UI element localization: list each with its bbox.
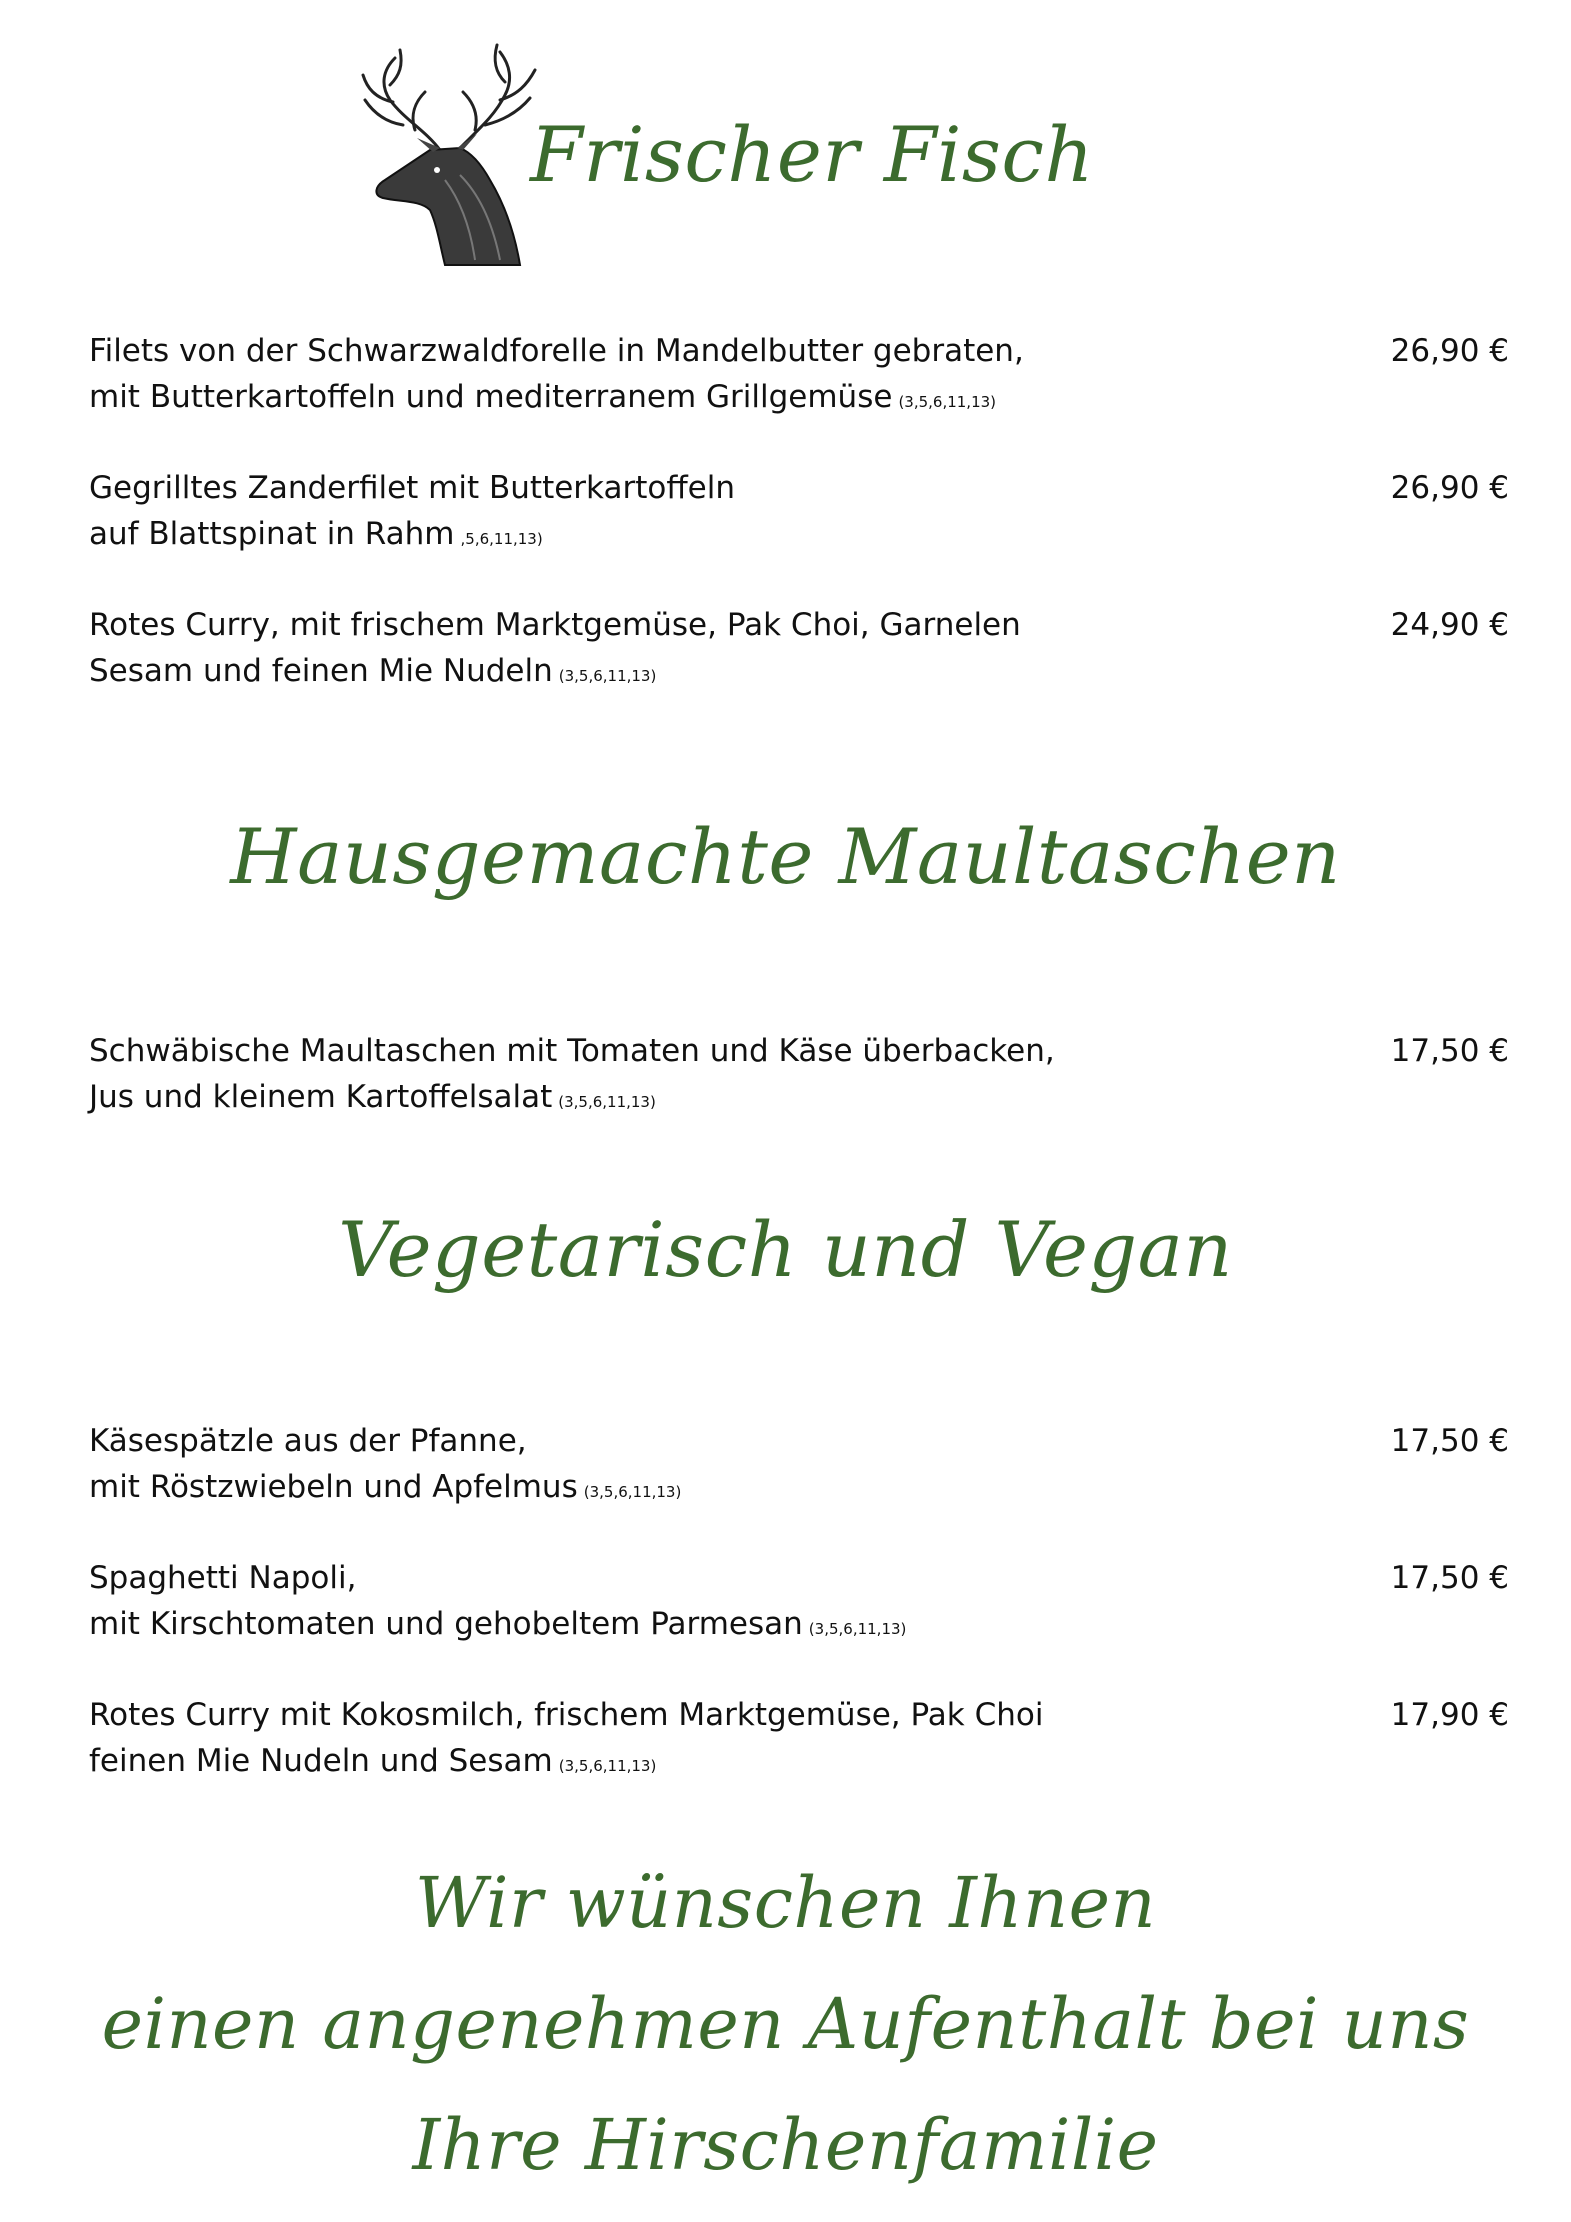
allergen-codes: (3,5,6,11,13) <box>558 667 657 685</box>
section-title-fish: Frischer Fisch <box>530 110 1094 199</box>
allergen-codes: (3,5,6,11,13) <box>558 1757 657 1775</box>
menu-item <box>89 328 1509 420</box>
menu-item <box>89 602 1509 694</box>
item-description-line1: Spaghetti Napoli, <box>89 1560 357 1596</box>
allergen-codes: ,5,6,11,13) <box>460 530 543 548</box>
item-description-line2: mit Kirschtomaten und gehobeltem Parmesan <box>89 1606 803 1642</box>
item-description-line1: Käsespätzle aus der Pfanne, <box>89 1423 527 1459</box>
closing-line-2: einen angenehmen Aufenthalt bei uns <box>101 1983 1470 2065</box>
item-description-line2: Jus und kleinem Kartoffelsalat <box>89 1079 553 1115</box>
item-price: 17,90 € <box>1390 1697 1509 1733</box>
allergen-codes: (3,5,6,11,13) <box>808 1620 907 1638</box>
section-title-maultaschen: Hausgemachte Maultaschen <box>230 812 1341 901</box>
item-description-line1: Rotes Curry, mit frischem Marktgemüse, Pak Choi, Garnelen <box>89 607 1021 643</box>
allergen-codes: (3,5,6,11,13) <box>898 393 997 411</box>
item-description-line1: Filets von der Schwarzwaldforelle in Mandelbutter gebraten, <box>89 333 1024 369</box>
closing-line-3: Ihre Hirschenfamilie <box>412 2104 1159 2186</box>
stag-head-icon <box>345 30 555 270</box>
item-price: 26,90 € <box>1390 333 1509 369</box>
allergen-codes: (3,5,6,11,13) <box>558 1093 656 1111</box>
item-description-line2: mit Röstzwiebeln und Apfelmus <box>89 1469 578 1505</box>
section-title-vegetarian: Vegetarisch und Vegan <box>338 1205 1233 1294</box>
menu-item <box>89 465 1509 557</box>
item-price: 17,50 € <box>1390 1423 1509 1459</box>
item-description-line1: Rotes Curry mit Kokosmilch, frischem Marktgemüse, Pak Choi <box>89 1697 1044 1733</box>
allergen-codes: (3,5,6,11,13) <box>583 1483 682 1501</box>
item-description-line2: Sesam und feinen Mie Nudeln <box>89 653 553 689</box>
item-description-line2: auf Blattspinat in Rahm <box>89 516 455 552</box>
menu-item <box>89 1692 1509 1784</box>
item-price: 26,90 € <box>1390 470 1509 506</box>
menu-item <box>89 1028 1509 1120</box>
item-description-line1: Gegrilltes Zanderfilet mit Butterkartoffeln <box>89 470 736 506</box>
closing-line-1: Wir wünschen Ihnen <box>414 1862 1157 1944</box>
item-price: 17,50 € <box>1390 1560 1509 1596</box>
item-description-line2: mit Butterkartoffeln und mediterranem Grillgemüse <box>89 379 893 415</box>
menu-item <box>89 1418 1509 1510</box>
item-description-line1: Schwäbische Maultaschen mit Tomaten und Käse überbacken, <box>89 1033 1055 1069</box>
item-price: 24,90 € <box>1390 607 1509 643</box>
item-description-line2: feinen Mie Nudeln und Sesam <box>89 1743 553 1779</box>
item-price: 17,50 € <box>1390 1033 1509 1069</box>
menu-item <box>89 1555 1509 1647</box>
